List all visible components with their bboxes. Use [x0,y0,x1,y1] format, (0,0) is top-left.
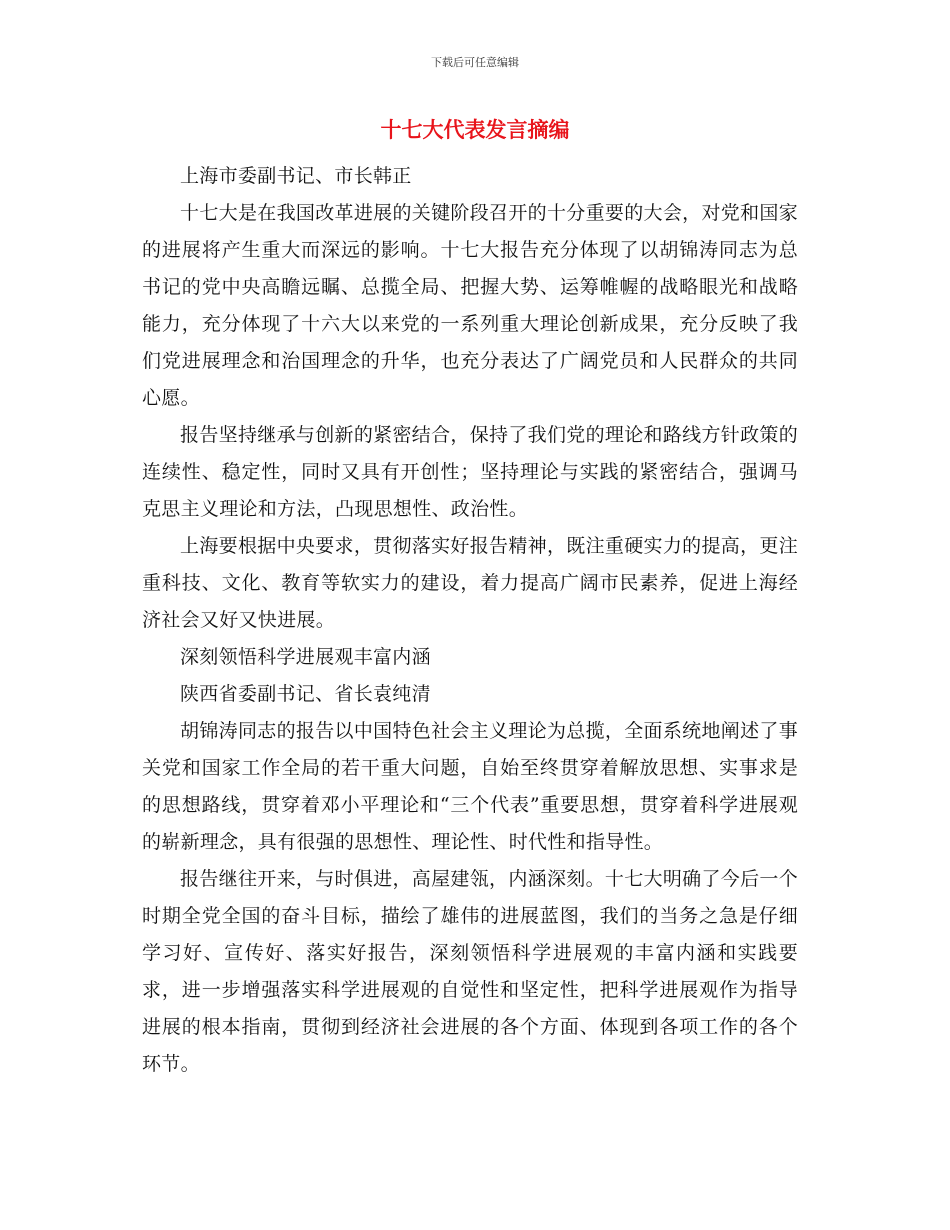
paragraph: 十七大是在我国改革进展的关键阶段召开的十分重要的大会，对党和国家的进展将产生重大而深远的影响。十七大报告充分体现了以胡锦涛同志为总书记的党中央高瞻远瞩、总揽全局、把握大势、运筹帷幄的战略眼光和战略能力，充分体现了十六大以来党的一系列重大理论创新成果，充分反映了我们党进展理念和治国理念的升华，也充分表达了广阔党员和人民群众的共同心愿。 [142,202,798,409]
paragraph: 报告继往开来，与时俱进，高屋建瓴，内涵深刻。十七大明确了今后一个时期全党全国的奋斗目标，描绘了雄伟的进展蓝图，我们的当务之急是仔细学习好、宣传好、落实好报告，深刻领悟科学进展观的丰富内涵和实践要求，进一步增强落实科学进展观的自觉性和坚定性，把科学进展观作为指导进展的根本指南，贯彻到经济社会进展的各个方面、体现到各项工作的各个环节。 [142,868,798,1075]
paragraph: 报告坚持继承与创新的紧密结合，保持了我们党的理论和路线方针政策的连续性、稳定性，同时又具有开创性；坚持理论与实践的紧密结合，强调马克思主义理论和方法，凸现思想性、政治性。 [142,424,798,520]
paragraph-speaker-2: 陕西省委副书记、省长袁纯清 [180,683,431,705]
paragraph: 上海要根据中央要求，贯彻落实好报告精神，既注重硬实力的提高，更注重科技、文化、教育等软实力的建设，着力提高广阔市民素养，促进上海经济社会又好又快进展。 [142,535,798,631]
header-note: 下载后可任意编辑 [431,56,519,69]
section-heading: 深刻领悟科学进展观丰富内涵 [180,646,431,668]
document-body [142,158,798,1083]
paragraph: 胡锦涛同志的报告以中国特色社会主义理论为总揽，全面系统地阐述了事关党和国家工作全局的若干重大问题，自始至终贯穿着解放思想、实事求是的思想路线，贯穿着邓小平理论和“三个代表”重要思想，贯穿着科学进展观的崭新理念，具有很强的思想性、理论性、时代性和指导性。 [142,720,798,853]
document-title: 十七大代表发言摘编 [380,118,570,142]
paragraph-speaker-1: 上海市委副书记、市长韩正 [180,165,412,187]
